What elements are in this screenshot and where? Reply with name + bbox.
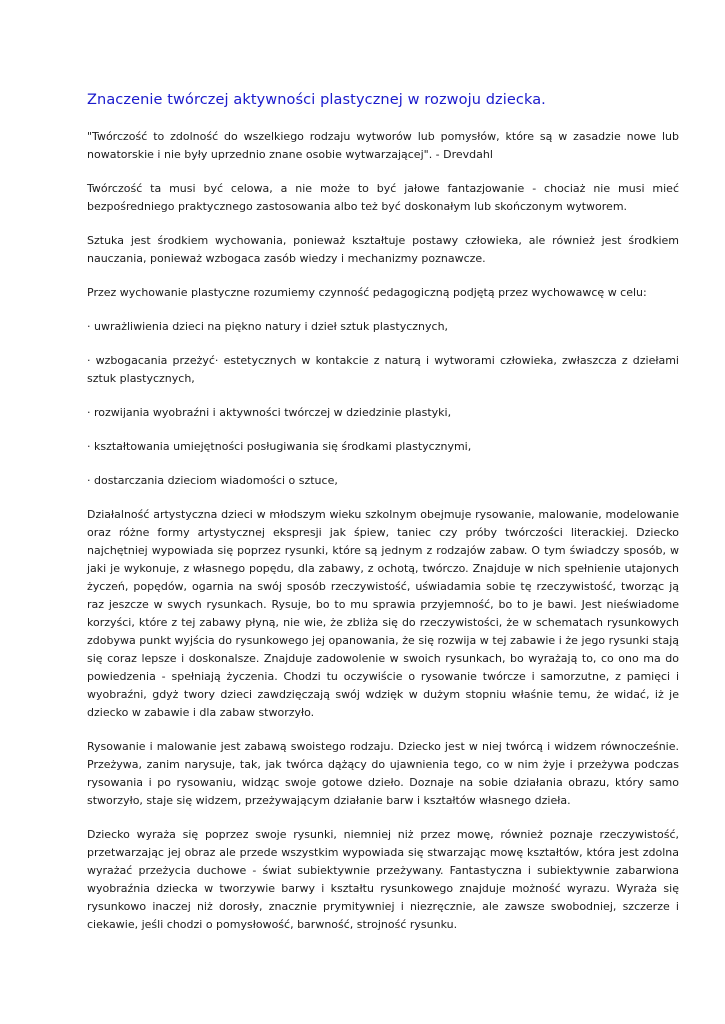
quote-paragraph: "Twórczość to zdolność do wszelkiego rodzaju wytworów lub pomysłów, które są w zasadzie nowe lub nowatorskie i nie były uprzednio znane osobie wytwarzającej". - Drevdahl [87,130,679,161]
paragraph: Twórczość ta musi być celowa, a nie może to być jałowe fantazjowanie - chociaż nie musi mieć bezpośredniego praktycznego zastosowania albo też być doskonałym lub skończonym wytworem. [87,182,679,213]
bullet-item: · uwrażliwienia dzieci na piękno natury i dzieł sztuk plastycznych, [87,320,449,333]
document-title: Znaczenie twórczej aktywności plastycznej w rozwoju dziecka. [87,92,546,108]
bullet-item: · wzbogacania przeżyć· estetycznych w kontakcie z naturą i wytworami człowieka, zwłaszcza z dziełami sztuk plastycznych, [87,354,679,385]
paragraph: Rysowanie i malowanie jest zabawą swoistego rodzaju. Dziecko jest w niej twórcą i widzem równocześnie. Przeżywa, zanim narysuje, tak, jak twórca dążący do ujawnienia tego, co w nim żyje i przeżywa podczas rysowania i po rysowaniu, widząc swoje gotowe dzieło. Doznaje na sobie działania obrazu, który samo stworzyło, staje się widzem, przeżywającym działanie barw i kształtów własnego dzieła. [87,740,679,807]
bullet-item: · kształtowania umiejętności posługiwania się środkami plastycznymi, [87,440,472,453]
bullet-item: · rozwijania wyobraźni i aktywności twórczej w dziedzinie plastyki, [87,406,452,419]
paragraph: Przez wychowanie plastyczne rozumiemy czynność pedagogiczną podjętą przez wychowawcę w celu: [87,286,647,299]
paragraph: Sztuka jest środkiem wychowania, ponieważ kształtuje postawy człowieka, ale również jest środkiem nauczania, ponieważ wzbogaca zasób wiedzy i mechanizmy poznawcze. [87,234,679,265]
paragraph: Działalność artystyczna dzieci w młodszym wieku szkolnym obejmuje rysowanie, malowanie, modelowanie oraz różne formy artystycznej ekspresji jak śpiew, taniec czy próby twórczości literackiej. Dziecko najchętniej wypowiada się poprzez rysunki, które są jednym z rodzajów zabaw. O tym świadczy sposób, w jaki je wykonuje, z własnego popędu, dla zabawy, z ochotą, twórczo. Znajduje w nich spełnienie utajonych życzeń, popędów, ogarnia na swój sposób rzeczywistość, uświadamia sobie tę rzeczywistość, tworząc ją raz jeszcze w swych rysunkach. Rysuje, bo to mu sprawia przyjemność, bo to je bawi. Jest nieświadome korzyści, które z tej zabawy płyną, nie wie, że zbliża się do rzeczywistości, że w schematach rysunkowych zdobywa punkt wyjścia do rysunkowego jej opanowania, że się rozwija w tej zabawie i że jego rysunki stają się coraz lepsze i doskonalsze. Znajduje zadowolenie w swoich rysunkach, bo wyrażają to, co ono ma do powiedzenia - spełniają życzenia. Chodzi tu oczywiście o rysowanie twórcze i samorzutne, z pamięci i wyobraźni, gdyż twory dzieci zawdzięczają swój wdzięk w dużym stopniu właśnie temu, że widać, iż je dziecko w zabawie i dla zabaw stworzyło. [87,508,679,719]
document-page [87,88,679,950]
paragraph: Dziecko wyraża się poprzez swoje rysunki, niemniej niż przez mowę, również poznaje rzeczywistość, przetwarzając jej obraz ale przede wszystkim wypowiada się stwarzając mowę kształtów, która jest zdolna wyrażać przeżycia duchowe - świat subiektywnie przeżywany. Fantastyczna i subiektywnie zabarwiona wyobraźnia dziecka w tworzywie barwy i kształtu rysunkowego znajduje możność wyrazu. Wyraża się rysunkowo inaczej niż dorosły, znacznie prymitywniej i niezręcznie, ale zawsze swobodniej, szczerze i ciekawie, jeśli chodzi o pomysłowość, barwność, strojność rysunku. [87,828,679,931]
bullet-item: · dostarczania dzieciom wiadomości o sztuce, [87,474,338,487]
